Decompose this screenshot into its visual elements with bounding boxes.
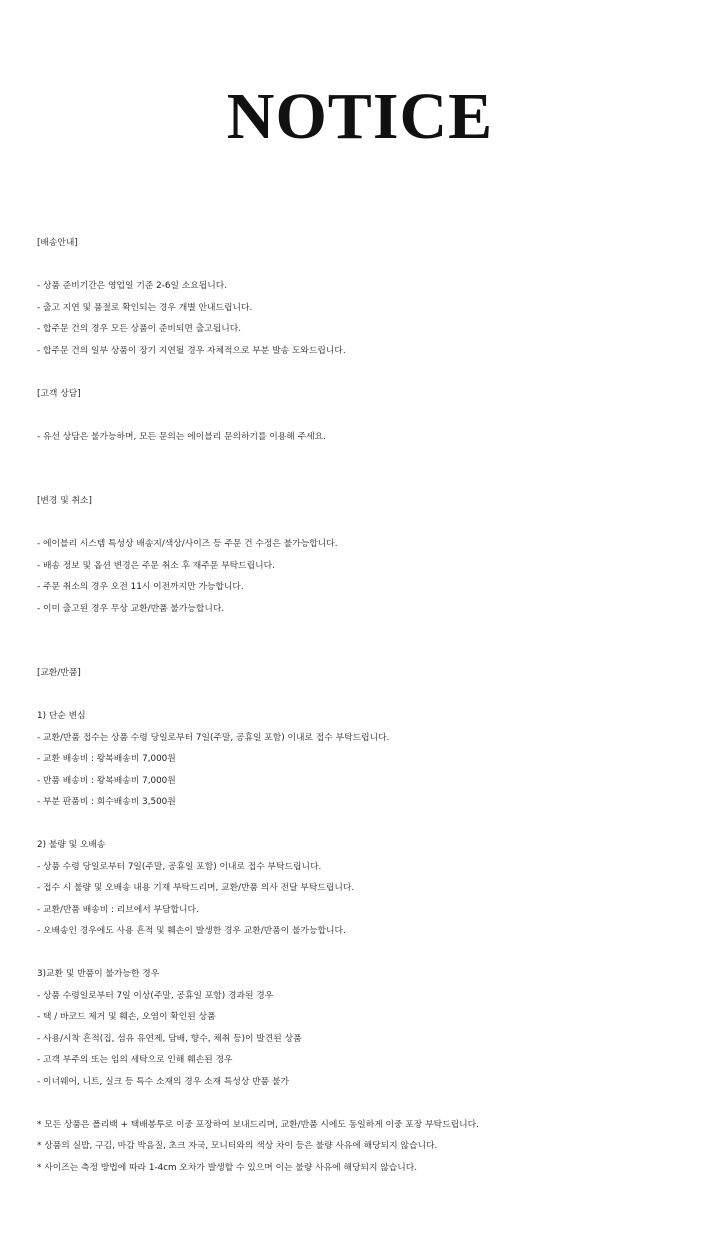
list-item: - 주문 취소의 경우 오전 11시 이전까지만 가능합니다. [37, 582, 244, 592]
list-item: - 에이블리 시스템 특성상 배송지/색상/사이즈 등 주문 건 수정은 불가능합니다. [37, 539, 338, 549]
subsection-heading: 1) 단순 변심 [37, 711, 86, 721]
notes-section [37, 1115, 717, 1180]
list-item: - 고객 부주의 또는 임의 세탁으로 인해 훼손된 경우 [37, 1055, 233, 1065]
list-item: - 교환 배송비 : 왕복배송비 7,000원 [37, 754, 176, 764]
list-item: - 상품 수령 당일로부터 7일(주말, 공휴일 포함) 이내로 접수 부탁드립니다. [37, 861, 322, 872]
section-heading-exchange: [교환/반품] [37, 668, 81, 678]
note-item: * 모든 상품은 폴리백 + 택배봉투로 이중 포장하여 보내드리며, 교환/반품 시에도 동일하게 이중 포장 부탁드립니다. [37, 1119, 479, 1130]
list-item: - 상품 수령일로부터 7일 이상(주말, 공휴일 포함) 경과된 경우 [37, 990, 274, 1001]
simple-change-subsection [37, 706, 717, 814]
subsection-heading: 3)교환 및 반품이 불가능한 경우 [37, 969, 160, 979]
section-heading-shipping: [배송안내] [37, 238, 78, 248]
list-item: - 배송 정보 및 옵션 변경은 주문 취소 후 재주문 부탁드립니다. [37, 560, 275, 571]
list-item: - 이미 출고된 경우 무상 교환/반품 불가능합니다. [37, 603, 225, 614]
list-item: - 교환/반품 배송비 : 리브에서 부담합니다. [37, 904, 199, 915]
support-section [37, 384, 717, 449]
change-section [37, 491, 717, 620]
list-item: - 오배송인 경우에도 사용 흔적 및 훼손이 발생한 경우 교환/반품이 불가능합니다. [37, 926, 346, 936]
notice-content [37, 233, 717, 1179]
list-item: - 출고 지연 및 품절로 확인되는 경우 개별 안내드립니다. [37, 302, 253, 313]
list-item: - 합주문 건의 경우 모든 상품이 준비되면 출고됩니다. [37, 324, 241, 334]
list-item: - 유선 상담은 불가능하며, 모든 문의는 에이블리 문의하기를 이용해 주세요. [37, 431, 326, 442]
note-item: * 상품의 실밥, 구김, 마감 박음질, 초크 자국, 모니터와의 색상 차이 등은 불량 사유에 해당되지 않습니다. [37, 1141, 438, 1151]
list-item: - 상품 준비기간은 영업일 기준 2-6일 소요됩니다. [37, 281, 228, 291]
section-heading-change: [변경 및 취소] [37, 496, 92, 506]
list-item: - 교환/반품 접수는 상품 수령 당일로부터 7일(주말, 공휴일 포함) 이내로 접수 부탁드립니다. [37, 732, 390, 743]
list-item: - 부분 판품비 : 회수배송비 3,500원 [37, 797, 176, 807]
list-item: - 이너웨어, 니트, 실크 등 특수 소재의 경우 소재 특성상 반품 불가 [37, 1076, 289, 1087]
list-item: - 택 / 바코드 제거 및 훼손, 오염이 확인된 상품 [37, 1012, 216, 1022]
list-item: - 사용/시착 흔적(집, 섬유 유연제, 담배, 향수, 체취 등)이 발견된 상품 [37, 1033, 302, 1044]
subsection-heading: 2) 불량 및 오배송 [37, 840, 106, 850]
section-heading-support: [고객 상담] [37, 388, 81, 399]
list-item: - 접수 시 불량 및 오배송 내용 기재 부탁드리며, 교환/반품 의사 전달 부탁드립니다. [37, 883, 355, 893]
unavailable-subsection [37, 964, 717, 1093]
note-item: * 사이즈는 측정 방법에 따라 1-4cm 오차가 발생할 수 있으며 이는 불량 사유에 해당되지 않습니다. [37, 1162, 418, 1173]
list-item: - 합주문 건의 일부 상품이 장기 지연될 경우 자체적으로 부분 발송 도와드립니다. [37, 345, 346, 356]
defect-subsection [37, 835, 717, 943]
page-title: NOTICE [226, 80, 494, 153]
list-item: - 반품 배송비 : 왕복배송비 7,000원 [37, 775, 176, 786]
shipping-section [37, 233, 717, 362]
exchange-section [37, 663, 717, 1093]
